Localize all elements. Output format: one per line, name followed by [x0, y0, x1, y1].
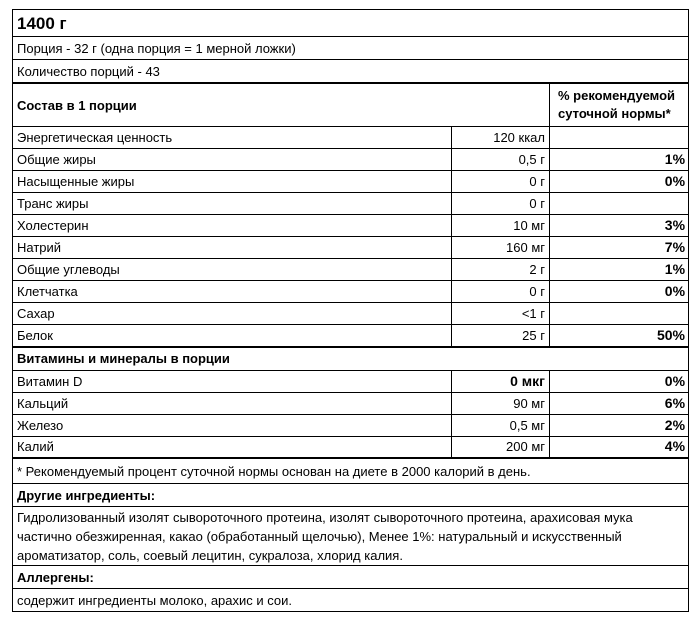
- nutrient-name: Холестерин: [13, 215, 452, 237]
- vitamin-dv: 0%: [550, 370, 689, 392]
- nutrient-row: [13, 171, 689, 193]
- other-ingredients-line: частично обезжиренная, какао (обработанный щелочью), Менее 1%: натуральный и искусственный: [17, 528, 622, 544]
- nutrient-amount: 0 г: [452, 281, 550, 303]
- vitamin-name: Железо: [13, 414, 452, 436]
- nutrient-dv: 3%: [550, 215, 689, 237]
- vitamin-row: [13, 392, 689, 414]
- nutrient-row: [13, 215, 689, 237]
- other-ingredients-header: Другие ингредиенты:: [13, 484, 689, 507]
- composition-header: Состав в 1 порции: [13, 83, 550, 127]
- vitamin-dv: 6%: [550, 392, 689, 414]
- nutrient-amount: 160 мг: [452, 237, 550, 259]
- daily-value-header-line1: % рекомендуемой: [558, 88, 676, 103]
- vitamin-amount: 0,5 мг: [452, 414, 550, 436]
- nutrient-amount: 2 г: [452, 259, 550, 281]
- vitamin-name: Калий: [13, 436, 452, 458]
- nutrient-amount: 0 г: [452, 171, 550, 193]
- vitamin-amount: 90 мг: [452, 392, 550, 414]
- nutrient-row: [13, 127, 689, 149]
- nutrient-row: [13, 237, 689, 259]
- nutrient-name: Сахар: [13, 303, 452, 325]
- nutrient-amount: 120 ккал: [452, 127, 550, 149]
- other-ingredients-line: ароматизатор, соль, соевый лецитин, сукралоза, хлорид калия.: [17, 547, 403, 563]
- nutrient-name: Белок: [13, 325, 452, 347]
- package-weight: 1400 г: [13, 10, 689, 37]
- vitamin-row: [13, 414, 689, 436]
- nutrient-name: Клетчатка: [13, 281, 452, 303]
- other-ingredients-text: [13, 507, 689, 566]
- nutrient-dv: 0%: [550, 171, 689, 193]
- nutrient-row: [13, 325, 689, 347]
- nutrient-dv: 7%: [550, 237, 689, 259]
- nutrient-amount: 0 г: [452, 193, 550, 215]
- vitamin-name: Кальций: [13, 392, 452, 414]
- vitamin-name: Витамин D: [13, 370, 452, 392]
- nutrient-row: [13, 281, 689, 303]
- nutrient-amount: <1 г: [452, 303, 550, 325]
- serving-size: Порция - 32 г (одна порция = 1 мерной ложки): [13, 37, 689, 60]
- nutrient-row: [13, 193, 689, 215]
- nutrient-dv: 1%: [550, 149, 689, 171]
- nutrient-row: [13, 259, 689, 281]
- nutrient-dv: [550, 193, 689, 215]
- nutrient-dv: 1%: [550, 259, 689, 281]
- nutrient-amount: 25 г: [452, 325, 550, 347]
- daily-value-header: [550, 83, 689, 127]
- footnote: * Рекомендуемый процент суточной нормы основан на диете в 2000 калорий в день.: [13, 458, 689, 484]
- nutrient-name: Общие жиры: [13, 149, 452, 171]
- nutrient-amount: 0,5 г: [452, 149, 550, 171]
- nutrient-row: [13, 303, 689, 325]
- nutrient-dv: [550, 303, 689, 325]
- vitamins-header: Витамины и минералы в порции: [13, 347, 689, 371]
- nutrient-name: Общие углеводы: [13, 259, 452, 281]
- vitamin-amount: 200 мг: [452, 436, 550, 458]
- nutrient-name: Энергетическая ценность: [13, 127, 452, 149]
- nutrient-dv: 50%: [550, 325, 689, 347]
- nutrient-name: Транс жиры: [13, 193, 452, 215]
- vitamin-row: [13, 370, 689, 392]
- nutrient-name: Насыщенные жиры: [13, 171, 452, 193]
- vitamin-dv: 4%: [550, 436, 689, 458]
- other-ingredients-line: Гидролизованный изолят сывороточного протеина, изолят сывороточного протеина, арахисовая мука: [17, 509, 633, 525]
- vitamin-amount: 0 мкг: [452, 370, 550, 392]
- nutrient-row: [13, 149, 689, 171]
- servings-count: Количество порций - 43: [13, 60, 689, 84]
- vitamin-row: [13, 436, 689, 458]
- nutrient-amount: 10 мг: [452, 215, 550, 237]
- vitamin-dv: 2%: [550, 414, 689, 436]
- nutrient-dv: 0%: [550, 281, 689, 303]
- allergens-header: Аллергены:: [13, 566, 689, 589]
- nutrient-name: Натрий: [13, 237, 452, 259]
- nutrient-dv: [550, 127, 689, 149]
- allergens-text: содержит ингредиенты молоко, арахис и сои.: [13, 589, 689, 612]
- nutrition-facts-table: [12, 9, 688, 612]
- daily-value-header-line2: суточной нормы*: [558, 106, 671, 121]
